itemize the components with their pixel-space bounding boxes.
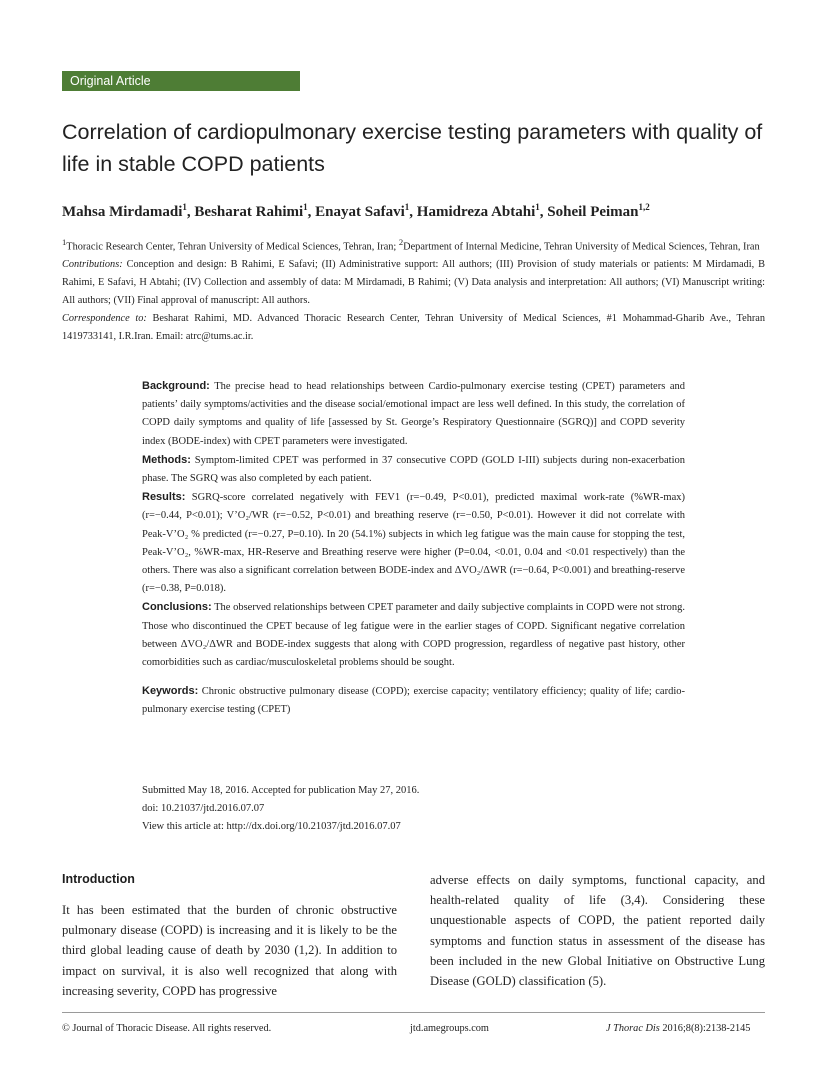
author-separator: , xyxy=(409,204,417,220)
abstract-keywords: Keywords: Chronic obstructive pulmonary disease (COPD); exercise capacity; ventilatory efficiency; quality of life; cardio-pulmonary exercise testing (CPET) xyxy=(142,685,685,716)
footer-copyright: © Journal of Thoracic Disease. All rights reserved. xyxy=(62,1023,272,1034)
section-label: Keywords: xyxy=(142,685,199,698)
submission-dates: Submitted May 18, 2016. Accepted for publication May 27, 2016. xyxy=(142,785,420,796)
author-affiliation-mark: 1,2 xyxy=(638,202,650,212)
abstract-methods: Methods: Symptom-limited CPET was performed in 37 consecutive COPD (GOLD I-III) subjects during non-exacerbation phase. The SGRQ was also completed by each patient. xyxy=(142,453,685,485)
publication-dates xyxy=(142,782,685,836)
article-metadata xyxy=(62,233,765,346)
body-paragraph: adverse effects on daily symptoms, functional capacity, and health-related quality of life (3,4). Considering these unquestionable aspects of COPD, the patient reported daily symptoms and function status in assessment of the disease has been included in the new Global Initiative on Obstructive Lung Disease (GOLD) classification (5). xyxy=(430,873,765,989)
section-label: Background: xyxy=(142,380,210,392)
article-title: Correlation of cardiopulmonary exercise testing parameters with quality of life in stable COPD patients xyxy=(62,120,763,176)
author-separator: , xyxy=(539,204,548,220)
author[interactable]: Enayat Safavi xyxy=(315,204,405,220)
body-column-left xyxy=(62,870,397,1001)
journal-abbrev: J Thorac Dis xyxy=(606,1023,660,1034)
author-affiliation-mark: 1 xyxy=(404,202,410,212)
doi[interactable]: doi: 10.21037/jtd.2016.07.07 xyxy=(142,803,265,814)
abstract-conclusions: Conclusions: The observed relationships between CPET parameter and daily subjective complaints in COPD were not strong. Those who discontinued the CPET because of leg fatigue were in the earlier stages of COPD. Significant negative correlation between ΔVO₂/ΔWR and BODE-index suggests that along with COPD progression, regardless of negative past history, other comorbidities such as cardiac/musculoskeletal problems should be sought. xyxy=(142,601,685,669)
section-label: Results: xyxy=(142,491,186,504)
correspondence-label: Correspondence to: xyxy=(62,313,147,325)
author[interactable]: Soheil Peiman xyxy=(547,204,639,220)
article-type-badge: Original Article xyxy=(62,71,300,91)
body-paragraph: It has been estimated that the burden of chronic obstructive pulmonary disease (COPD) is increasing and it is likely to be the third global leading cause of death by 2030 (1,2). In addition to impact on survival, it is also well recognized that along with increasing severity, COPD has progressive xyxy=(62,903,397,998)
article-link[interactable]: View this article at: http://dx.doi.org/10.21037/jtd.2016.07.07 xyxy=(142,821,401,832)
footer-citation: J Thorac Dis 2016;8(8):2138-2145 xyxy=(606,1023,751,1034)
contributions: Contributions: Conception and design: B Rahimi, E Safavi; (II) Administrative support: All authors; (III) Provision of study materials or patients: M Mirdamadi, B Rahimi, E Safavi, H Abtahi; (IV) Collection and assembly of data: M Mirdamadi, B Rahimi; (V) Data analysis and interpretation: All authors; (VI) Manuscript writing: All authors; (VII) Final approval of manuscript: All authors. xyxy=(62,259,765,307)
author-affiliation-mark: 1 xyxy=(182,202,187,212)
section-label: Methods: xyxy=(142,453,191,466)
section-heading: Introduction xyxy=(62,872,135,886)
correspondence: Correspondence to: Besharat Rahimi, MD. Advanced Thoracic Research Center, Tehran University of Medical Sciences, #1 Mohammad-Gharib Ave., Tehran 1419733141, I.R.Iran. Email: atrc@tums.ac.ir. xyxy=(62,313,765,343)
author-affiliation-mark: 1 xyxy=(303,202,308,212)
section-label: Conclusions: xyxy=(142,601,212,614)
author-list xyxy=(62,197,782,222)
contributions-label: Contributions: xyxy=(62,259,123,271)
author-separator: , xyxy=(307,204,316,220)
abstract xyxy=(142,377,685,720)
author-affiliation-mark: 1 xyxy=(535,202,540,212)
author[interactable]: Besharat Rahimi xyxy=(194,204,304,220)
abstract-results: Results: SGRQ-score correlated negatively with FEV1 (r=−0.49, P<0.01), predicted maximal work-rate (%WR-max) (r=−0.44, P<0.01); V’O₂/WR (r=−0.52, P<0.01) and breathing reserve (r=−0.50, P<0.01). However it did not correlate with Peak-V’O₂ % predicted (r=−0.27, P=0.10). In 20 (54.1%) subjects in which leg fatigue was the main cause for stopping the test, Peak-V’O₂, %WR-max, HR-Reserve and Breathing reserve were higher (P=0.04, <0.01, 0.04 and <0.01 respectively) than the others. There was also a significant correlation between BODE-index and ΔVO₂/ΔWR (r=−0.64, P<0.001) and breathing-reserve (r=−0.38, P=0.018). xyxy=(142,491,685,595)
author-separator: , xyxy=(186,204,195,220)
footer-divider xyxy=(62,1012,765,1013)
footer-website[interactable]: jtd.amegroups.com xyxy=(410,1023,489,1034)
author[interactable]: Hamidreza Abtahi xyxy=(416,204,536,220)
body-column-right xyxy=(430,870,765,991)
abstract-background: Background: The precise head to head relationships between Cardio-pulmonary exercise testing (CPET) parameters and patients’ daily symptoms/activities and the disease social/emotional impact are less well defined. In this study, the correlation of COPD daily symptoms and quality of life [assessed by St. George’s Respiratory Questionnaire (SGRQ)] and COPD severity index (BODE-index) with CPET parameters were investigated. xyxy=(142,380,685,447)
author[interactable]: Mahsa Mirdamadi xyxy=(62,204,183,220)
affiliations: $^1$Thoracic Research Center, Tehran University of Medical Sciences, Tehran, Iran; $^2$Department of Internal Medicine, Tehran University of Medical Sciences, Tehran, Iran xyxy=(62,237,760,253)
